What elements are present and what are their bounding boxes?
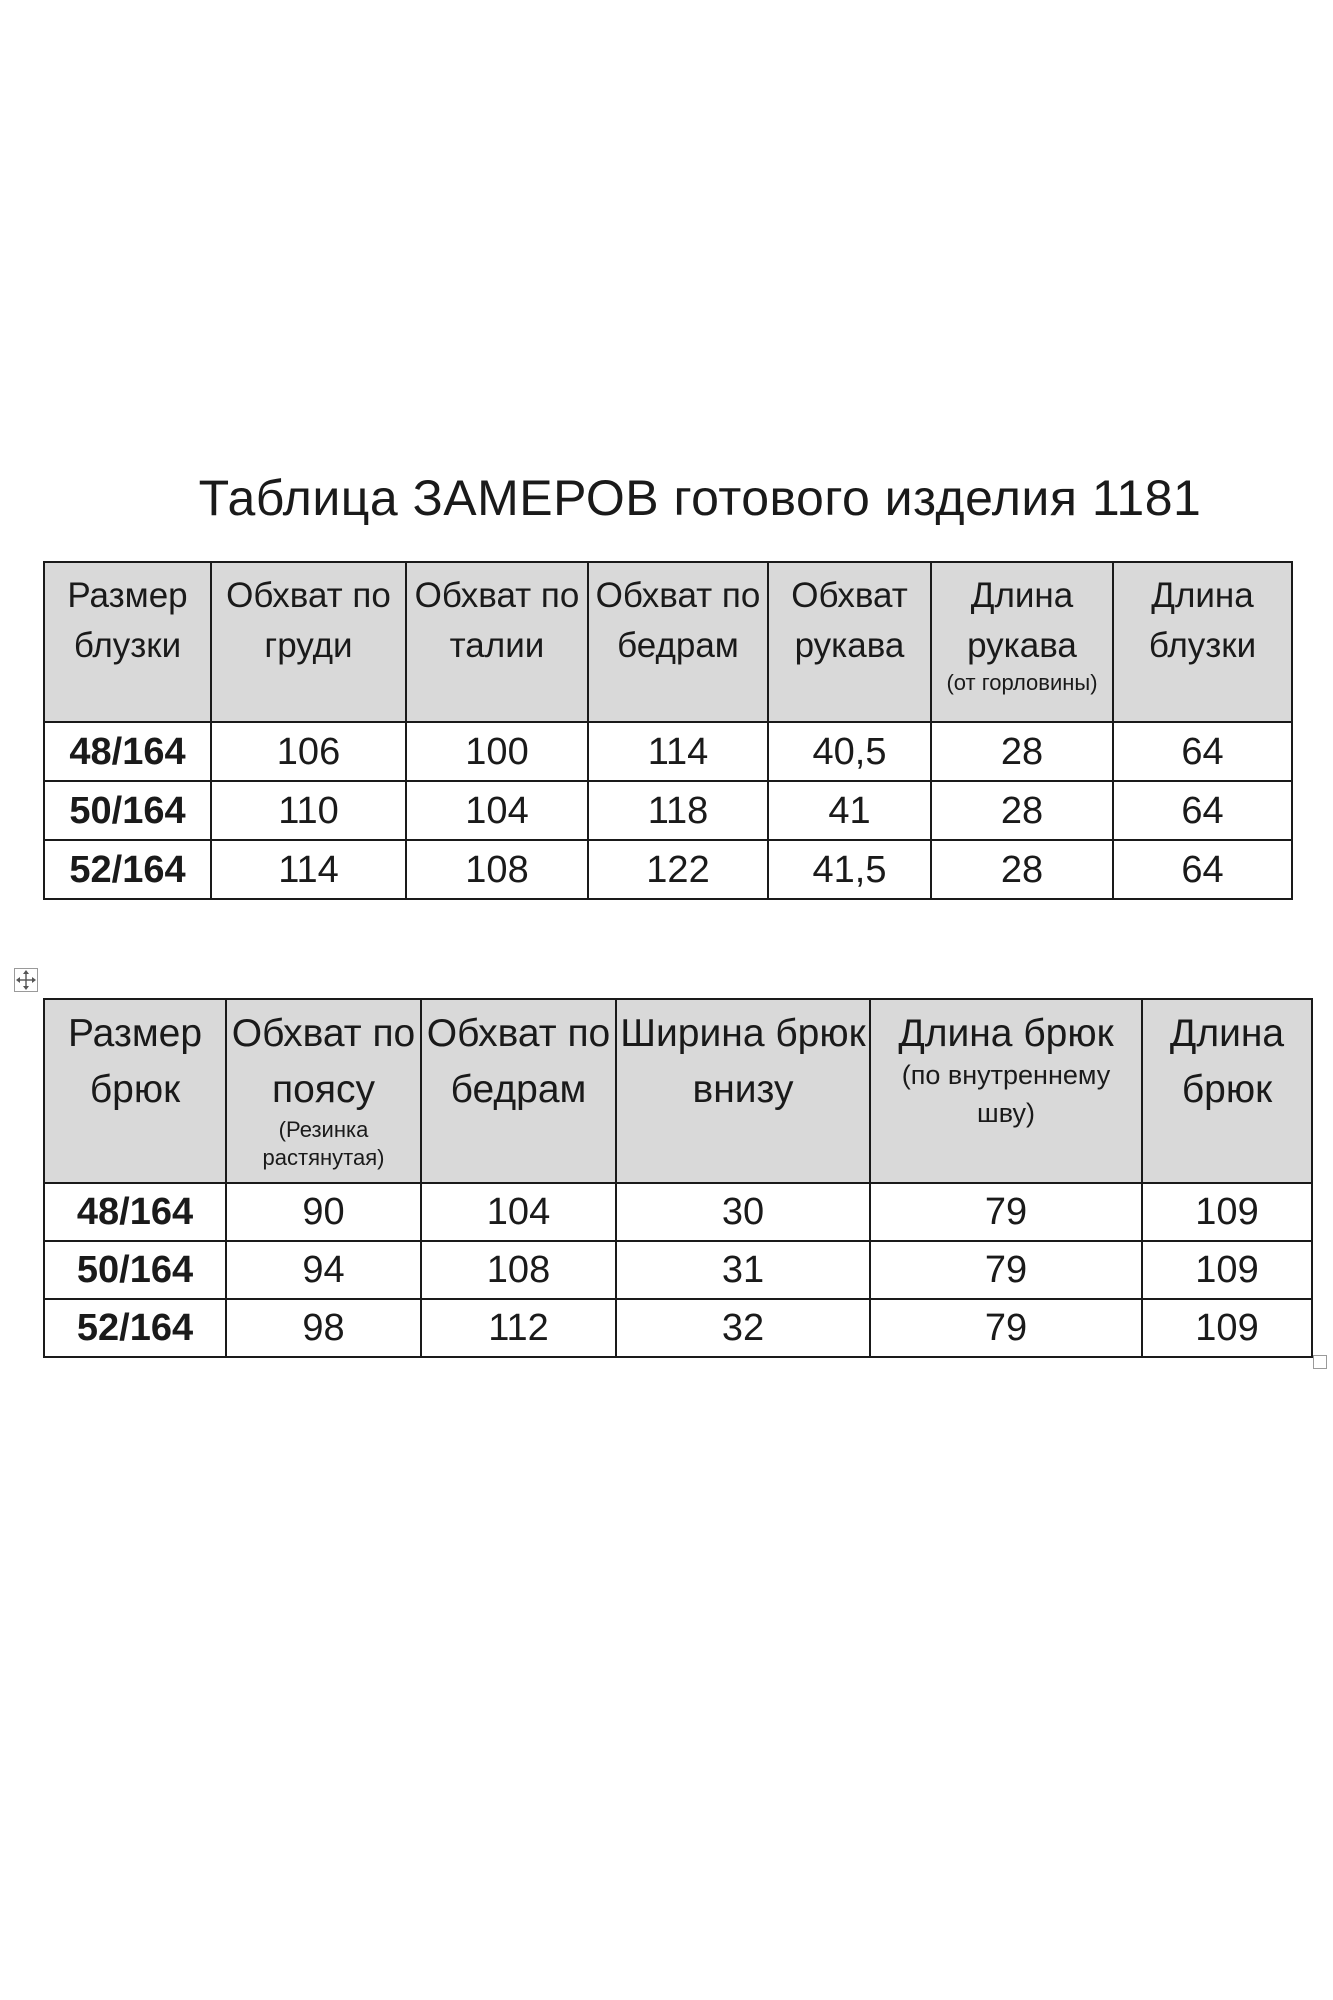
table-row [44, 781, 1292, 840]
value-cell: 28 [931, 722, 1113, 781]
value-cell: 122 [588, 840, 768, 899]
value-cell: 118 [588, 781, 768, 840]
table-header-row [44, 562, 1292, 722]
header-note: (от горловины) [946, 670, 1098, 695]
value-cell: 79 [870, 1241, 1142, 1299]
table-row [44, 1183, 1312, 1241]
value-cell: 41,5 [768, 840, 931, 899]
header-note: (Резинка растянутая) [262, 1117, 385, 1170]
header-label: Длина брюк [1169, 1012, 1285, 1111]
header-cell-waist [406, 562, 588, 722]
header-label: Длина рукава [967, 576, 1077, 665]
header-label: Обхват по поясу [231, 1012, 416, 1111]
table-header-row [44, 999, 1312, 1183]
value-cell: 64 [1113, 781, 1292, 840]
header-label: Длина брюк [898, 1012, 1114, 1055]
value-cell: 108 [421, 1241, 616, 1299]
header-cell-hips [421, 999, 616, 1183]
value-cell: 112 [421, 1299, 616, 1357]
header-cell-waistband [226, 999, 421, 1183]
header-cell-pants-length [1142, 999, 1312, 1183]
value-cell: 90 [226, 1183, 421, 1241]
value-cell: 41 [768, 781, 931, 840]
move-arrows-icon[interactable] [14, 968, 38, 992]
size-cell: 48/164 [44, 722, 211, 781]
value-cell: 94 [226, 1241, 421, 1299]
header-label: Размер блузки [67, 576, 188, 665]
value-cell: 64 [1113, 722, 1292, 781]
header-cell-sleeve-length [931, 562, 1113, 722]
header-label: Обхват по талии [414, 576, 580, 665]
value-cell: 114 [211, 840, 406, 899]
header-cell-inseam-length [870, 999, 1142, 1183]
header-cell-blouse-length [1113, 562, 1292, 722]
value-cell: 79 [870, 1183, 1142, 1241]
header-label: Обхват по груди [226, 576, 391, 665]
header-cell-sleeve-girth [768, 562, 931, 722]
size-cell: 52/164 [44, 840, 211, 899]
value-cell: 64 [1113, 840, 1292, 899]
blouse-measurements-table [43, 561, 1293, 900]
page-title: Таблица ЗАМЕРОВ готового изделия 1181 [198, 470, 1202, 526]
value-cell: 114 [588, 722, 768, 781]
value-cell: 30 [616, 1183, 870, 1241]
header-label: Обхват по бедрам [426, 1012, 611, 1111]
header-cell-bottom-width [616, 999, 870, 1183]
value-cell: 100 [406, 722, 588, 781]
pants-measurements-table [43, 998, 1313, 1358]
size-cell: 52/164 [44, 1299, 226, 1357]
table-row [44, 1241, 1312, 1299]
table-row [44, 840, 1292, 899]
header-label: Обхват рукава [791, 576, 908, 665]
header-label: Размер брюк [67, 1012, 203, 1111]
value-cell: 28 [931, 781, 1113, 840]
resize-square-icon[interactable] [1313, 1355, 1327, 1369]
value-cell: 108 [406, 840, 588, 899]
value-cell: 110 [211, 781, 406, 840]
size-cell: 50/164 [44, 1241, 226, 1299]
value-cell: 106 [211, 722, 406, 781]
header-label: Длина блузки [1148, 576, 1257, 665]
header-cell-hips [588, 562, 768, 722]
value-cell: 104 [421, 1183, 616, 1241]
value-cell: 109 [1142, 1299, 1312, 1357]
header-cell-size [44, 562, 211, 722]
header-cell-chest [211, 562, 406, 722]
header-note: (по внутреннему шву) [901, 1060, 1111, 1128]
header-cell-size [44, 999, 226, 1183]
size-cell: 50/164 [44, 781, 211, 840]
table-row [44, 1299, 1312, 1357]
value-cell: 109 [1142, 1241, 1312, 1299]
value-cell: 31 [616, 1241, 870, 1299]
value-cell: 32 [616, 1299, 870, 1357]
header-label: Обхват по бедрам [595, 576, 761, 665]
value-cell: 98 [226, 1299, 421, 1357]
value-cell: 28 [931, 840, 1113, 899]
value-cell: 104 [406, 781, 588, 840]
value-cell: 79 [870, 1299, 1142, 1357]
header-label: Ширина брюк внизу [620, 1012, 866, 1111]
table-row [44, 722, 1292, 781]
size-cell: 48/164 [44, 1183, 226, 1241]
value-cell: 109 [1142, 1183, 1312, 1241]
value-cell: 40,5 [768, 722, 931, 781]
